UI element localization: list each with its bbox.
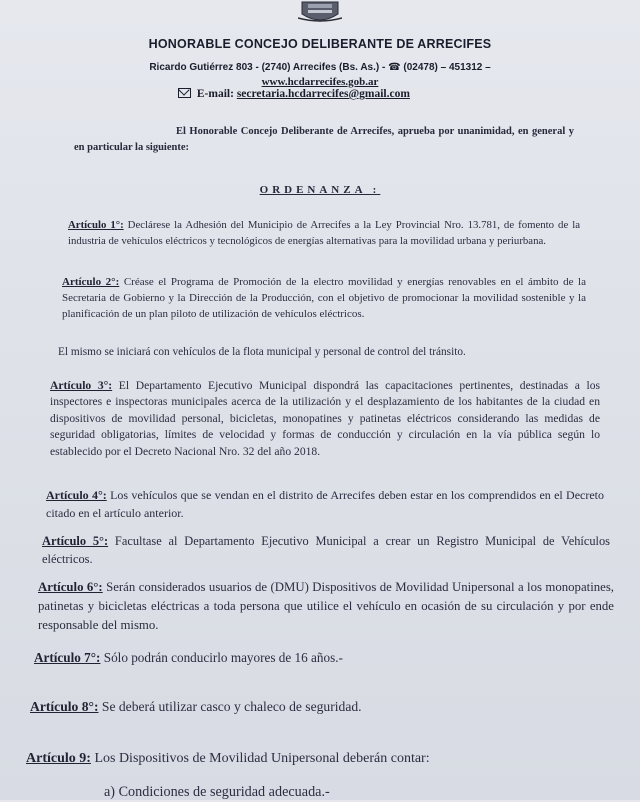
article-2-paragraph [58, 344, 598, 360]
envelope-icon [178, 88, 191, 98]
article-3 [50, 378, 600, 460]
article-9-item-a [104, 782, 604, 802]
article-8 [30, 697, 626, 717]
phone-text: (02478) – 451312 – [403, 62, 491, 73]
article-label: Artículo 2°: [62, 276, 120, 288]
council-website: www.hcdarrecifes.gob.ar [261, 76, 379, 88]
article-text: Facultase al Departamento Ejecutivo Municipal a crear un Registro Municipal de Vehículos eléctricos. [42, 534, 610, 566]
article-label: Artículo 8°: [30, 699, 99, 714]
article-text: Créase el Programa de Promoción de la electro movilidad y energías renovables en el ámbito de la Secretaria de Gobierno y la Dirección de la Producción, con el objetivo de promocionar la movilidad sostenible y la planificación de un plan piloto de utilización de vehículos eléctricos. [62, 276, 586, 320]
article-text: El mismo se iniciará con vehículos de la flota municipal y personal de control del tránsito. [58, 346, 466, 358]
article-text: a) Condiciones de seguridad adecuada.- [104, 784, 330, 800]
article-label: Artículo 1°: [68, 219, 124, 231]
article-1 [68, 218, 580, 249]
article-text: El Departamento Ejecutivo Municipal dispondrá las capacitaciones pertinentes, destinadas a los inspectores e inspectoras municipales acerca de la utilización y el desplazamiento de los habitantes de la ciudad en dispositivos de movilidad personal, bicicletas, monopatines y patinetas eléctricos considerando las medidas de seguridad obligatorias, límites de velocidad y formas de conducción y circulación en la vía pública según lo establecido por el Decreto Nacional Nro. 32 del año 2018. [50, 379, 601, 458]
intro-paragraph: El Honorable Concejo Deliberante de Arrecifes, aprueba por unanimidad, en general y en particular la siguiente: [74, 126, 574, 153]
article-2 [62, 274, 586, 322]
article-label: Artículo 5°: [42, 534, 109, 548]
article-text: Declárese la Adhesión del Municipio de Arrecifes a la Ley Provincial Nro. 13.781, de fomento de la industria de vehículos eléctricos y tecnológicos de energías alternativas para la movilidad urbana y periurbana. [68, 219, 580, 247]
council-name: HONORABLE CONCEJO DELIBERANTE DE ARRECIFES [148, 37, 492, 51]
article-text: Los Dispositivos de Movilidad Unipersonal deberán contar: [90, 751, 430, 766]
article-text: Los vehículos que se vendan en el distrito de Arrecifes deben estar en los comprendidos en el Decreto citado en el artículo anterior. [46, 488, 605, 520]
council-seal-icon [298, 0, 342, 24]
article-4 [46, 486, 604, 522]
article-text: Se deberá utilizar casco y chaleco de seguridad. [98, 699, 362, 714]
council-email [178, 88, 410, 100]
article-label: Artículo 7°: [34, 650, 101, 665]
article-9 [26, 749, 626, 769]
email-address: secretaria.hcdarrecifes@gmail.com [236, 88, 410, 100]
phone-icon: ☎ [388, 62, 401, 73]
article-7 [34, 648, 624, 668]
email-label: E-mail: [196, 88, 234, 100]
document-heading: ORDENANZA : [259, 184, 381, 196]
article-label: Artículo 3°: [50, 379, 113, 392]
address-text: Ricardo Gutiérrez 803 - (2740) Arrecifes (Bs. As.) - [149, 62, 386, 73]
article-6 [38, 578, 614, 635]
article-label: Artículo 6°: [38, 580, 103, 594]
council-address [0, 62, 640, 73]
article-label: Artículo 9: [26, 751, 91, 766]
article-5 [42, 532, 610, 568]
article-label: Artículo 4°: [46, 488, 107, 502]
article-text: Serán considerados usuarios de (DMU) Dispositivos de Movilidad Unipersonal a los monopatines, patinetas y bicicletas eléctricas a toda persona que utilice el vehículo en ocasión de su circulación y por ende responsable del mismo. [38, 580, 615, 632]
article-text: Sólo podrán conducirlo mayores de 16 años.- [100, 650, 343, 665]
